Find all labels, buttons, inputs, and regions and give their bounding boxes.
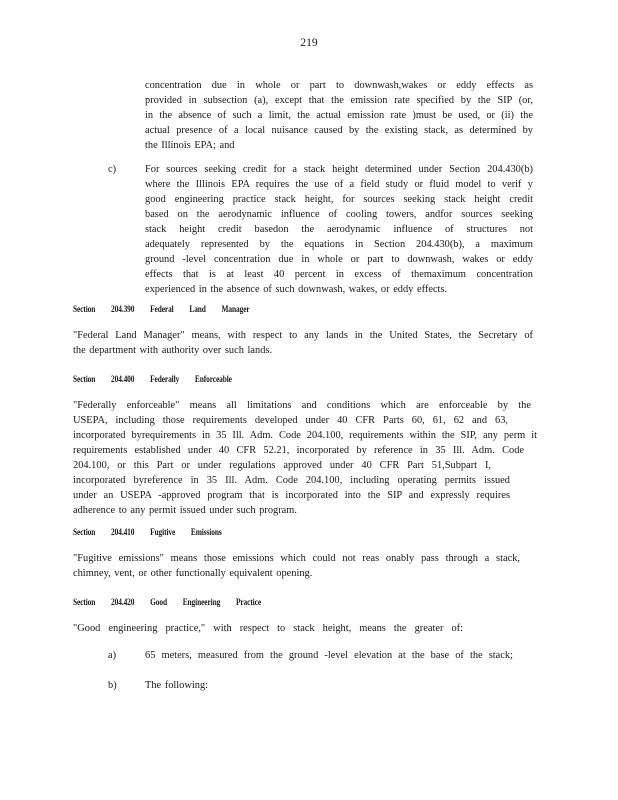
text-line: incorporated byrequirements in 35 Ill. Adm. Code 204.100, requirements within the SIP, any perm it [73, 430, 537, 441]
text-line: actual presence of a local nuisance caused by the existing stack, as determined by [145, 125, 533, 136]
text-line: USEPA, including those requirements developed under 40 CFR Parts 60, 61, 62 and 63, [73, 415, 508, 426]
text-line: adequately represented by the equations in Section 204.430(b), a maximum [145, 239, 533, 250]
text-line: "Good engineering practice," with respect to stack height, means the greater of: [73, 623, 463, 634]
section-heading-204-400: Section 204.400 Federally Enforceable [73, 373, 232, 385]
item-a-text: 65 meters, measured from the ground -level elevation at the base of the stack; [145, 650, 513, 661]
text-line: in the absence of such a limit, the actual emission rate )must be used, or (ii) the [145, 110, 533, 121]
text-line: the Illinois EPA; and [145, 140, 235, 151]
text-line: experienced in the absence of such downwash, wakes, or eddy effects. [145, 284, 448, 295]
section-204-400-paragraph [73, 398, 537, 518]
text-line: under an USEPA -approved program that is incorporated into the SIP and expressly requires [73, 490, 510, 501]
section-heading-204-390: Section 204.390 Federal Land Manager [73, 303, 250, 315]
text-line: chimney, vent, or other functionally equivalent opening. [73, 568, 313, 579]
text-line: "Fugitive emissions" means those emissions which could not reas onably pass through a stack, [73, 553, 520, 564]
text-line: 204.100, or this Part or under regulations approved under 40 CFR Part 51,Subpart I, [73, 460, 491, 471]
section-204-410-paragraph [73, 551, 520, 581]
item-c-paragraph [145, 162, 533, 297]
item-b-label: b) [108, 680, 117, 691]
section-204-390-paragraph [73, 328, 533, 358]
section-heading-204-410: Section 204.410 Fugitive Emissions [73, 526, 222, 538]
item-b-text: The following: [145, 680, 209, 691]
text-line: "Federal Land Manager" means, with respect to any lands in the United States, the Secretary of [73, 330, 533, 341]
text-line: stack height credit basedon the aerodynamic influence of structures not [145, 224, 533, 235]
item-b-text-block [145, 678, 345, 693]
continuation-paragraph [145, 78, 533, 153]
text-line: concentration due in whole or part to downwash,wakes or eddy effects as [145, 80, 533, 91]
text-line: based on the aerodynamic influence of cooling towers, andfor sources seeking [145, 209, 533, 220]
text-line: effects that is at least 40 percent in excess of themaximum concentration [145, 269, 533, 280]
text-line: good engineering practice stack height, for sources seeking stack height credit [145, 194, 533, 205]
section-204-420-paragraph [73, 621, 463, 636]
text-line: provided in subsection (a), except that the emission rate specified by the SIP (or, [145, 95, 533, 106]
item-a-text-block [145, 648, 513, 663]
text-line: where the Illinois EPA requires the use of a field study or fluid model to verif y [145, 179, 533, 190]
item-c-label: c) [108, 164, 117, 175]
text-line: For sources seeking credit for a stack height determined under Section 204.430(b) [145, 164, 533, 175]
text-line: "Federally enforceable" means all limitations and conditions which are enforceable by the [73, 400, 531, 411]
section-heading-204-420: Section 204.420 Good Engineering Practice [73, 596, 261, 608]
text-line: incorporated byreference in 35 Ill. Adm. Code 204.100, including operating permits issued [73, 475, 510, 486]
text-line: ground -level concentration due in whole or part to downwash, wakes or eddy [145, 254, 533, 265]
text-line: the department with authority over such lands. [73, 345, 273, 356]
text-line: requirements established under 40 CFR 52.21, incorporated by reference in 35 Ill. Adm. Code [73, 445, 524, 456]
page-number: 219 [300, 37, 318, 49]
item-a-label: a) [108, 650, 117, 661]
text-line: adherence to any permit issued under such program. [73, 505, 297, 516]
